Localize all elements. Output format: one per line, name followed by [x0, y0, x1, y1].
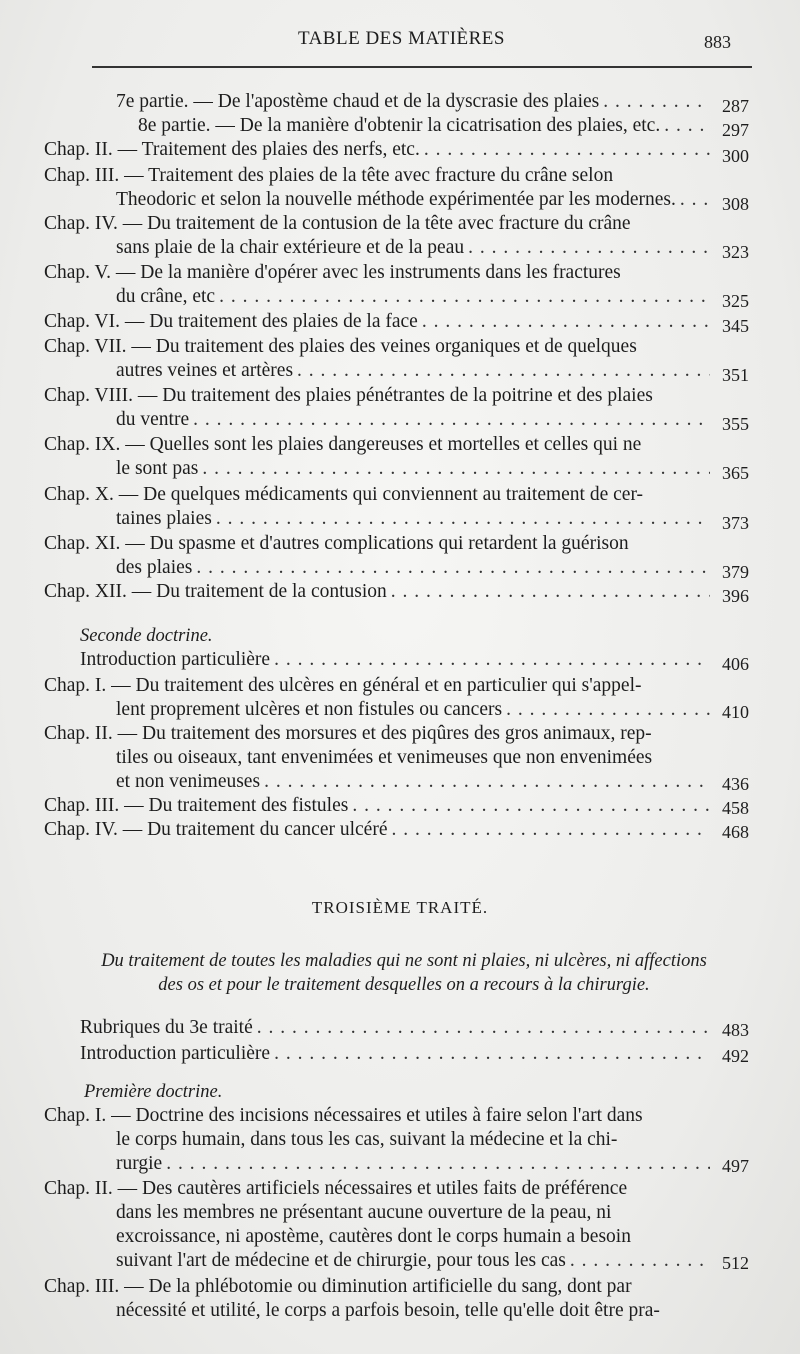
- toc-page: 373: [722, 513, 749, 533]
- toc-page: 365: [722, 463, 749, 483]
- toc-entry-continuation: excroissance, ni apostème, cautères dont le corps humain a besoin: [116, 1226, 631, 1247]
- header-rule: [92, 66, 752, 68]
- toc-entry-continuation: le corps humain, dans tous les cas, suivant la médecine et la chi-: [116, 1129, 618, 1150]
- toc-entry: 7e partie. — De l'apostème chaud et de la dyscrasie des plaies . . .: [116, 90, 710, 114]
- toc-entry-continuation: autres veines et artères . . .: [116, 359, 710, 383]
- toc-entry: Chap. III. — Traitement des plaies de la tête avec fracture du crâne selon: [44, 165, 614, 186]
- toc-entry: Introduction particulière . . .: [80, 648, 710, 672]
- toc-entry: Chap. II. — Des cautères artificiels nécessaires et utiles faits de préférence: [44, 1178, 628, 1199]
- toc-page: 406: [722, 654, 749, 674]
- treatise-title: TROISIÈME TRAITÉ.: [311, 898, 489, 917]
- toc-page: 512: [722, 1253, 749, 1273]
- page-header: [0, 24, 800, 54]
- toc-entry: Chap. III. — De la phlébotomie ou diminution artificielle du sang, dont par: [44, 1276, 632, 1297]
- section-heading: Première doctrine.: [84, 1082, 223, 1102]
- toc-entry-continuation: sans plaie de la chair extérieure et de la peau . . .: [116, 236, 710, 260]
- toc-page: 308: [722, 194, 749, 214]
- toc-page: 492: [722, 1046, 749, 1066]
- toc-page: 458: [722, 798, 749, 818]
- toc-page: 468: [722, 822, 749, 842]
- toc-page: 323: [722, 242, 749, 262]
- toc-entry: Chap. III. — Du traitement des fistules . . .: [44, 794, 710, 818]
- toc-entry: Chap. V. — De la manière d'opérer avec les instruments dans les fractures: [44, 262, 621, 283]
- toc-entry-continuation: tiles ou oiseaux, tant envenimées et venimeuses que non envenimées: [116, 747, 653, 768]
- toc-entry: Chap. IV. — Du traitement du cancer ulcéré . . .: [44, 818, 710, 842]
- toc-page: 396: [722, 586, 749, 606]
- toc-page: 410: [722, 702, 749, 722]
- page-number: 883: [704, 32, 731, 52]
- toc-page: 355: [722, 414, 749, 434]
- running-title: TABLE DES MATIÈRES: [298, 28, 505, 49]
- treatise-description: Du traitement de toutes les maladies qui ne sont ni plaies, ni ulcères, ni affections: [101, 951, 707, 971]
- toc-entry: Chap. IV. — Du traitement de la contusion de la tête avec fracture du crâne: [44, 213, 631, 234]
- toc-entry-continuation: lent proprement ulcères et non fistules ou cancers . . .: [116, 698, 710, 722]
- toc-entry-continuation: du crâne, etc . . .: [116, 285, 710, 309]
- toc-entry: Chap. VII. — Du traitement des plaies des veines organiques et de quelques: [44, 336, 637, 357]
- toc-entry: 8e partie. — De la manière d'obtenir la cicatrisation des plaies, etc. . . .: [138, 114, 710, 138]
- toc-entry-continuation: et non venimeuses . . .: [116, 770, 710, 794]
- toc-entry-continuation: des plaies . . .: [116, 556, 710, 580]
- toc-entry: Introduction particulière . . .: [80, 1042, 710, 1066]
- toc-entry: Chap. I. — Doctrine des incisions nécessaires et utiles à faire selon l'art dans: [44, 1105, 643, 1126]
- toc-page: 379: [722, 562, 749, 582]
- toc-page: 497: [722, 1156, 749, 1176]
- toc-entry: Chap. XI. — Du spasme et d'autres complications qui retardent la guérison: [44, 533, 629, 554]
- treatise-description: des os et pour le traitement desquelles on a recours à la chirurgie.: [158, 975, 650, 995]
- toc-entry: Rubriques du 3e traité . . .: [80, 1016, 710, 1040]
- toc-page: 351: [722, 365, 749, 385]
- section-heading: Seconde doctrine.: [80, 626, 213, 646]
- toc-entry-continuation: suivant l'art de médecine et de chirurgie, pour tous les cas . . .: [116, 1249, 710, 1273]
- toc-page: 345: [722, 316, 749, 336]
- toc-entry-continuation: rurgie . . .: [116, 1152, 710, 1176]
- toc-page: 287: [722, 96, 749, 116]
- toc-entry: Chap. VI. — Du traitement des plaies de la face . . .: [44, 310, 710, 334]
- toc-page: 483: [722, 1020, 749, 1040]
- toc-entry: Chap. IX. — Quelles sont les plaies dangereuses et mortelles et celles qui ne: [44, 434, 642, 455]
- toc-entry: Chap. XII. — Du traitement de la contusion . . .: [44, 580, 710, 604]
- toc-entry: Chap. VIII. — Du traitement des plaies pénétrantes de la poitrine et des plaies: [44, 385, 653, 406]
- toc-page: 325: [722, 291, 749, 311]
- toc-entry: Chap. II. — Traitement des plaies des nerfs, etc. . . .: [44, 138, 710, 162]
- toc-page: 297: [722, 120, 749, 140]
- toc-entry-continuation: Theodoric et selon la nouvelle méthode expérimentée par les modernes. . . .: [116, 188, 710, 212]
- toc-page: 436: [722, 774, 749, 794]
- toc-page: 300: [722, 146, 749, 166]
- toc-entry: Chap. X. — De quelques médicaments qui conviennent au traitement de cer-: [44, 484, 644, 505]
- toc-entry: Chap. II. — Du traitement des morsures et des piqûres des gros animaux, rep-: [44, 723, 652, 744]
- toc-entry-continuation: le sont pas . . .: [116, 457, 710, 481]
- toc-entry-continuation: dans les membres ne présentant aucune ouverture de la peau, ni: [116, 1202, 612, 1223]
- toc-entry: Chap. I. — Du traitement des ulcères en général et en particulier qui s'appel-: [44, 675, 642, 696]
- toc-entry-continuation: nécessité et utilité, le corps a parfois besoin, telle qu'elle doit être pra-: [116, 1300, 660, 1321]
- toc-entry-continuation: taines plaies . . .: [116, 507, 710, 531]
- toc-entry-continuation: du ventre . . .: [116, 408, 710, 432]
